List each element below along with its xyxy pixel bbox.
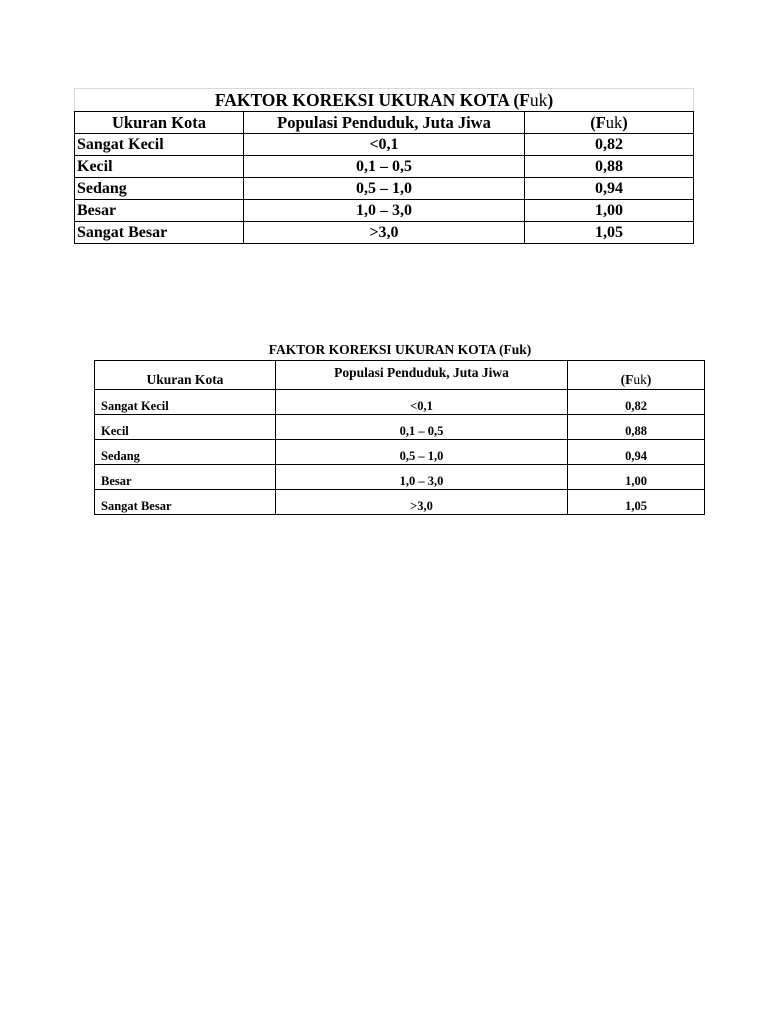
table-row <box>75 178 694 200</box>
table-row <box>95 490 705 515</box>
table-title-fuk: uk <box>529 90 548 110</box>
header-city-size: Ukuran Kota <box>75 112 244 134</box>
header-population: Populasi Penduduk, Juta Jiwa <box>244 112 525 134</box>
cell-factor: 1,00 <box>568 465 705 490</box>
table-2-title-fuk: uk <box>511 342 527 357</box>
header-city-size: Ukuran Kota <box>95 361 276 390</box>
cell-city-size: Sedang <box>95 440 276 465</box>
table-2-title-text: FAKTOR KOREKSI UKURAN KOTA (F <box>268 342 512 357</box>
cell-factor: 0,88 <box>525 156 694 178</box>
cell-city-size: Sangat Kecil <box>95 390 276 415</box>
table-row <box>75 200 694 222</box>
table-title <box>75 89 694 112</box>
header-population: Populasi Penduduk, Juta Jiwa <box>276 361 568 390</box>
city-size-correction-table-1 <box>74 88 694 244</box>
header-factor-sub: uk <box>605 113 623 132</box>
cell-population: 0,1 – 0,5 <box>244 156 525 178</box>
cell-population: <0,1 <box>276 390 568 415</box>
cell-population: 0,5 – 1,0 <box>244 178 525 200</box>
table-title-close: ) <box>547 90 554 110</box>
cell-factor: 1,05 <box>568 490 705 515</box>
table-row <box>75 134 694 156</box>
cell-factor: 1,00 <box>525 200 694 222</box>
cell-population: >3,0 <box>244 222 525 244</box>
cell-factor: 0,82 <box>525 134 694 156</box>
cell-factor: 0,88 <box>568 415 705 440</box>
table-row <box>75 222 694 244</box>
header-factor-sub: uk <box>633 372 647 387</box>
cell-factor: 0,94 <box>525 178 694 200</box>
cell-population: <0,1 <box>244 134 525 156</box>
cell-city-size: Besar <box>75 200 244 222</box>
cell-city-size: Kecil <box>75 156 244 178</box>
header-factor <box>568 361 705 390</box>
table-2-title <box>94 341 706 359</box>
city-size-correction-table-2 <box>94 360 705 515</box>
table-header-row <box>95 361 705 390</box>
cell-population: >3,0 <box>276 490 568 515</box>
table-row <box>95 440 705 465</box>
cell-city-size: Sangat Besar <box>95 490 276 515</box>
table-title-row <box>75 89 694 112</box>
cell-factor: 1,05 <box>525 222 694 244</box>
table-header-row <box>75 112 694 134</box>
header-factor-open: (F <box>620 372 634 387</box>
table-2-title-close: ) <box>526 342 532 357</box>
cell-population: 1,0 – 3,0 <box>244 200 525 222</box>
cell-city-size: Besar <box>95 465 276 490</box>
cell-city-size: Sedang <box>75 178 244 200</box>
cell-city-size: Sangat Besar <box>75 222 244 244</box>
table-row <box>95 465 705 490</box>
table-row <box>95 390 705 415</box>
cell-population: 0,1 – 0,5 <box>276 415 568 440</box>
cell-city-size: Kecil <box>95 415 276 440</box>
cell-factor: 0,94 <box>568 440 705 465</box>
header-factor <box>525 112 694 134</box>
cell-population: 0,5 – 1,0 <box>276 440 568 465</box>
header-factor-close: ) <box>646 372 652 387</box>
header-factor-open: (F <box>590 113 606 132</box>
header-factor-close: ) <box>622 113 628 132</box>
table-row <box>95 415 705 440</box>
cell-population: 1,0 – 3,0 <box>276 465 568 490</box>
table-row <box>75 156 694 178</box>
cell-city-size: Sangat Kecil <box>75 134 244 156</box>
cell-factor: 0,82 <box>568 390 705 415</box>
table-title-text: FAKTOR KOREKSI UKURAN KOTA (F <box>214 90 530 110</box>
